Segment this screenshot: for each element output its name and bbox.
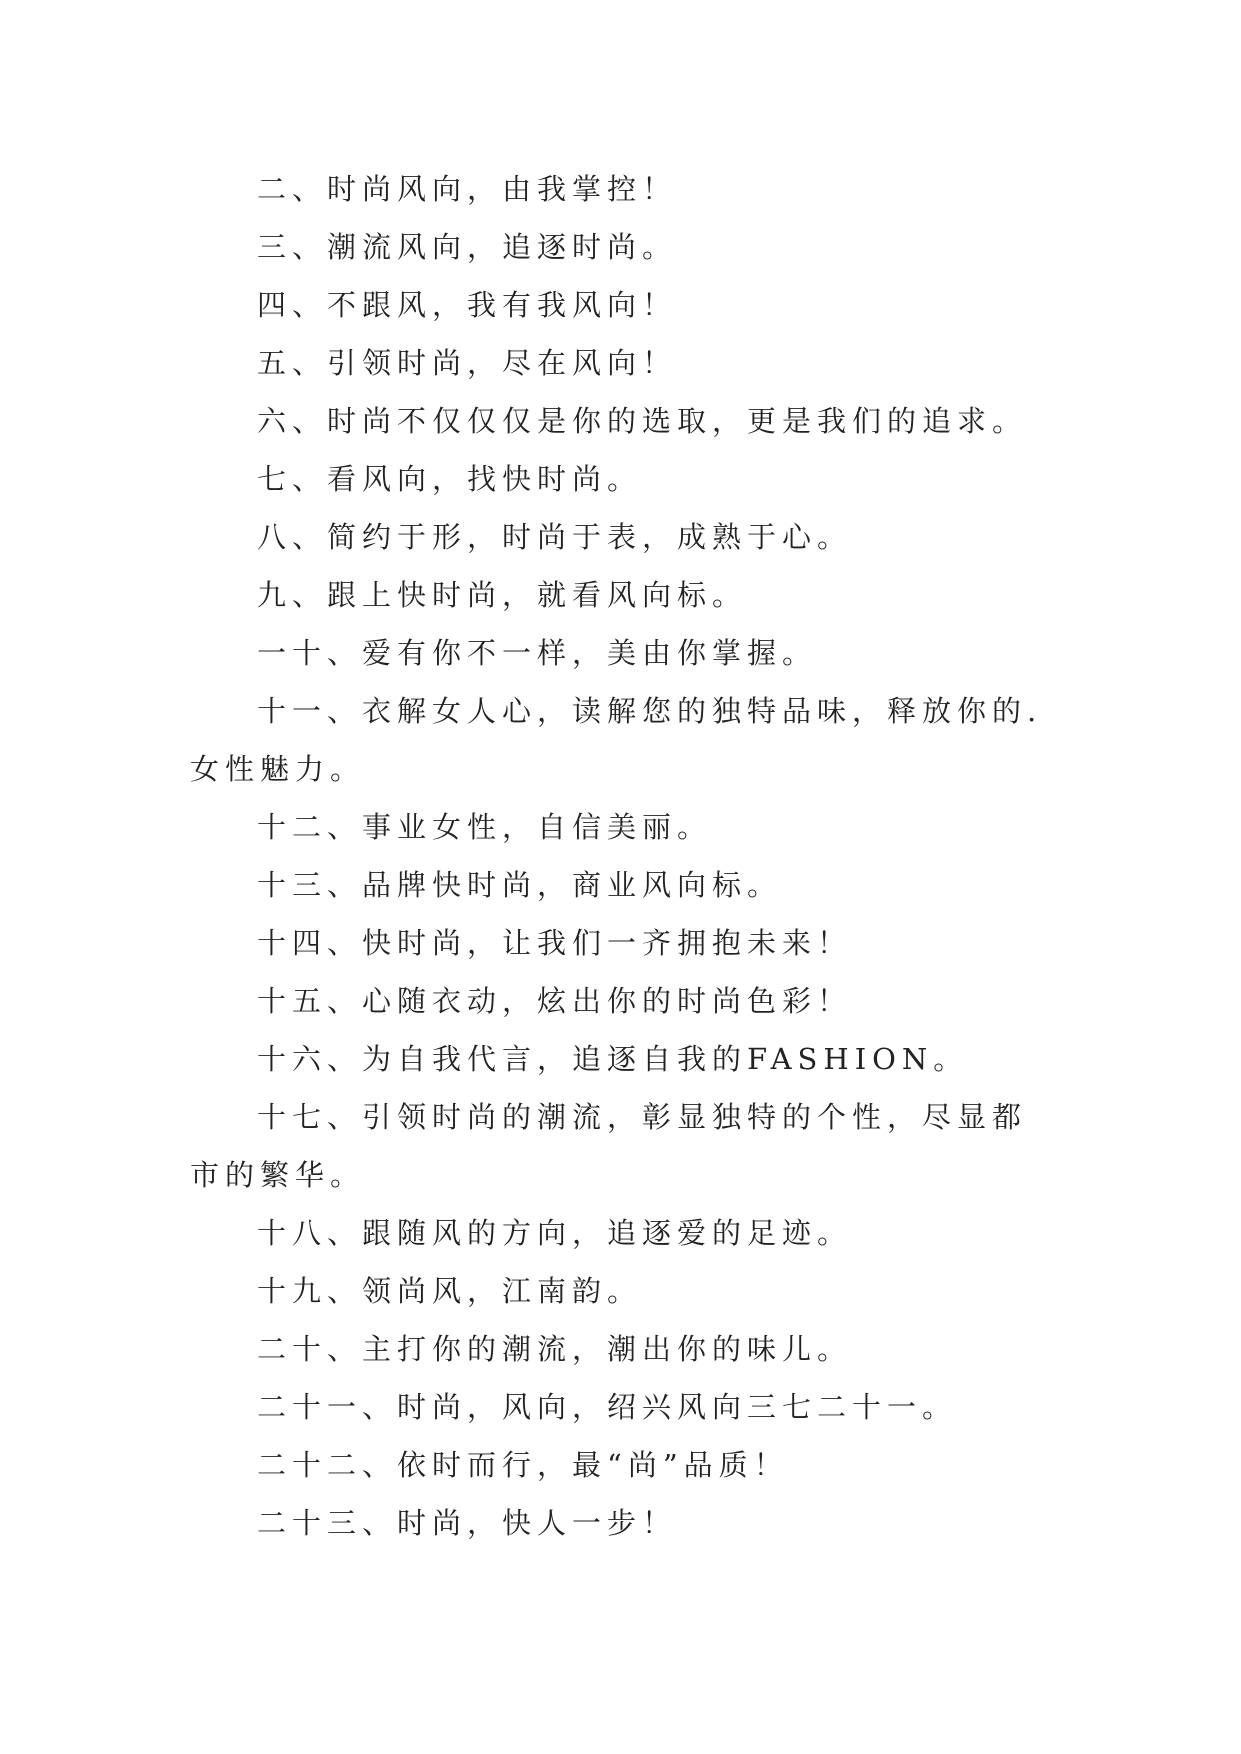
slogan-paragraph: 九、跟上快时尚，就看风向标。 <box>257 578 748 612</box>
slogan-paragraph: 二十、主打你的潮流，潮出你的味儿。 <box>257 1332 853 1366</box>
slogan-paragraph: 五、引领时尚，尽在风向！ <box>257 346 678 380</box>
slogan-paragraph: 三、潮流风向，追逐时尚。 <box>257 230 678 264</box>
slogan-paragraph: 六、时尚不仅仅仅是你的选取，更是我们的追求。 <box>257 404 1028 438</box>
slogan-paragraph: 一十、爱有你不一样，美由你掌握。 <box>257 636 818 670</box>
slogan-paragraph: 十三、品牌快时尚，商业风向标。 <box>257 868 783 902</box>
slogan-paragraph: 十一、衣解女人心，读解您的独特品味，释放你的.女性魅力。 <box>190 694 1043 786</box>
slogan-paragraph: 二十二、依时而行，最“尚”品质！ <box>257 1448 789 1482</box>
slogan-paragraph: 二、时尚风向，由我掌控！ <box>257 172 678 206</box>
document-body <box>190 160 1060 1552</box>
slogan-paragraph: 十八、跟随风的方向，追逐爱的足迹。 <box>257 1216 853 1250</box>
slogan-paragraph: 十四、快时尚，让我们一齐拥抱未来！ <box>257 926 853 960</box>
slogan-paragraph: 十七、引领时尚的潮流，彰显独特的个性，尽显都市的繁华。 <box>190 1100 1028 1192</box>
slogan-paragraph: 二十三、时尚，快人一步！ <box>257 1506 678 1540</box>
slogan-paragraph: 四、不跟风，我有我风向！ <box>257 288 678 322</box>
slogan-paragraph: 七、看风向，找快时尚。 <box>257 462 643 496</box>
slogan-paragraph: 八、简约于形，时尚于表，成熟于心。 <box>257 520 853 554</box>
slogan-paragraph: 二十一、时尚，风向，绍兴风向三七二十一。 <box>257 1390 958 1424</box>
slogan-paragraph: 十六、为自我代言，追逐自我的FASHION。 <box>257 1042 969 1076</box>
slogan-paragraph: 十五、心随衣动，炫出你的时尚色彩！ <box>257 984 853 1018</box>
slogan-paragraph: 十二、事业女性，自信美丽。 <box>257 810 713 844</box>
slogan-paragraph: 十九、领尚风，江南韵。 <box>257 1274 643 1308</box>
